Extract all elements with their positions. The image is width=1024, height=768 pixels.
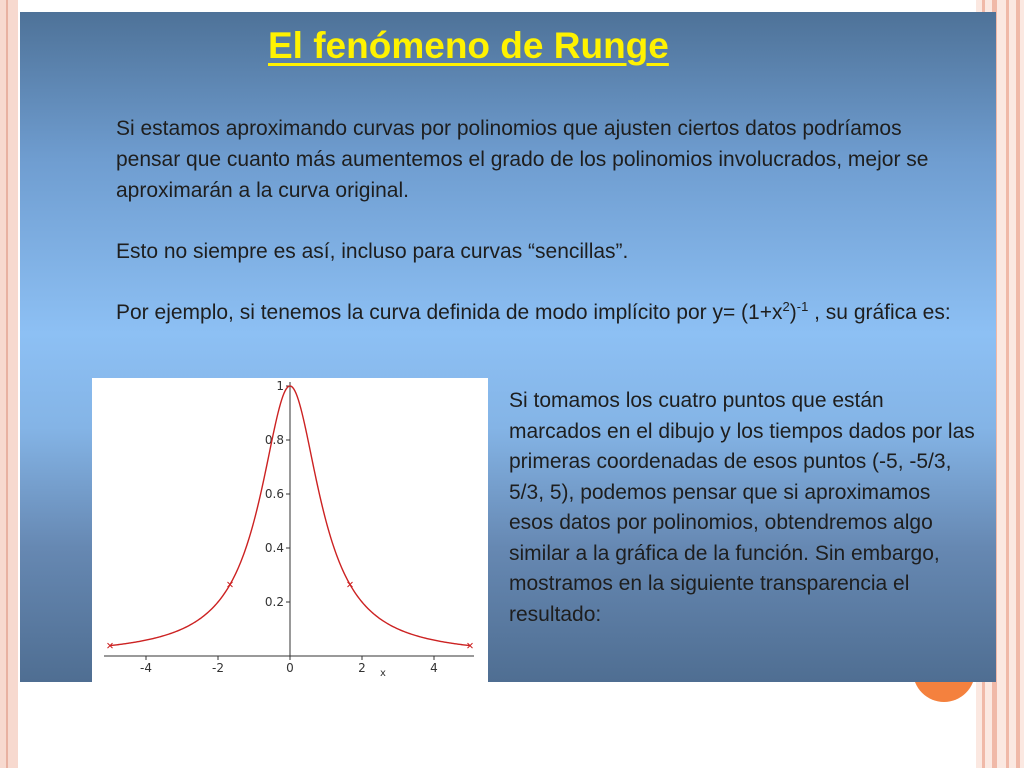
x-tick-label: 0 (286, 661, 294, 675)
example-paragraph: Por ejemplo, si tenemos la curva definida de modo implícito por $y= (1+x^2)^{-1}$ , su gráfica es: (116, 299, 951, 324)
y-tick-label: 1 (276, 379, 284, 393)
slide-title: El fenómeno de Runge (268, 25, 669, 66)
left-border-decoration (0, 0, 18, 768)
intro-paragraph: Si estamos aproximando curvas por polinomios que ajusten ciertos datos podríamos pensar que cuanto más aumentemos el grado de los polinomios involucrados, mejor se aproximarán a la curva original. (116, 117, 929, 202)
x-axis-label: x (380, 668, 386, 679)
note-paragraph: Esto no siempre es así, incluso para curvas “sencillas”. (116, 240, 629, 263)
x-tick-label: -2 (212, 661, 224, 675)
plot-svg (92, 378, 488, 682)
runge-function-plot (92, 378, 488, 682)
y-tick-label: 0.8 (264, 433, 284, 447)
y-tick-label: 0.6 (264, 487, 284, 501)
x-tick-label: 2 (358, 661, 366, 675)
y-tick-label: 0.4 (264, 541, 284, 555)
x-tick-label: -4 (140, 661, 152, 675)
marked-point (227, 582, 232, 587)
explanation-paragraph: Si tomamos los cuatro puntos que están marcados en el dibujo y los tiempos dados por las primeras coordenadas de esos puntos (-5, -5/3, 5/3, 5), podemos pensar que si aproximamos esos datos por polinomios, obtendremos algo similar a la gráfica de la función. Sin embargo, mostramos en la siguiente transparencia el resultado: (509, 389, 975, 626)
y-tick-label: 0.2 (264, 595, 284, 609)
x-tick-label: 4 (430, 661, 438, 675)
marked-point (348, 582, 353, 587)
